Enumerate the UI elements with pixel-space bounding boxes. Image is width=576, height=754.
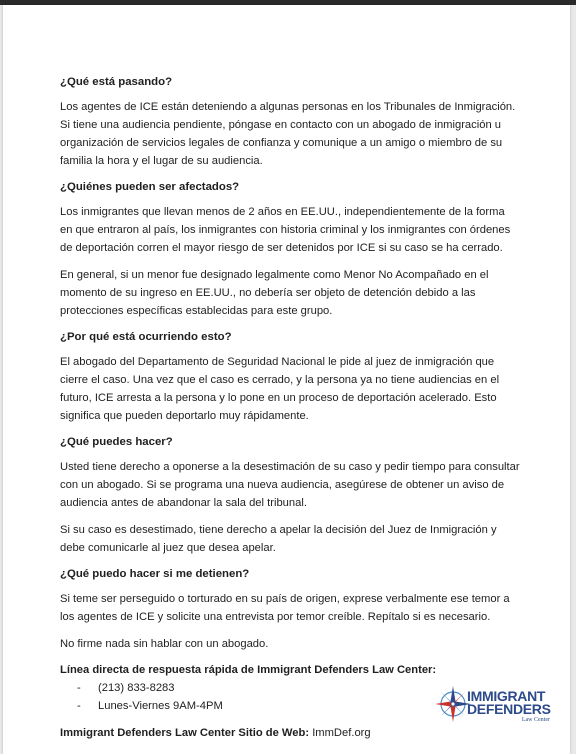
website-label: Immigrant Defenders Law Center Sitio de Web: bbox=[60, 727, 310, 739]
section-por-que-ocurre bbox=[60, 329, 520, 425]
section-paragraph: Si su caso es desestimado, tiene derecho a apelar la decisión del Juez de Inmigración y debe comunicarle al juez que desea apelar. bbox=[60, 524, 497, 554]
website-url: ImmDef.org bbox=[312, 727, 371, 739]
section-paragraph: En general, si un menor fue designado legalmente como Menor No Acompañado en el momento de su ingreso en EE.UU., no debería ser objeto de detención debido a las protecciones específicas establecidas para este grupo. bbox=[60, 269, 489, 317]
hotline-hours: Lunes-Viernes 9AM-4PM bbox=[98, 700, 223, 712]
section-que-puedes-hacer bbox=[60, 434, 520, 557]
section-paragraph: Los agentes de ICE están deteniendo a algunas personas en los Tribunales de Inmigración. Si tiene una audiencia pendiente, póngase en contacto con un abogado de inmigración u organización de servicios legales de confianza y comunique a un amigo o miembro de su familia la hora y el lugar de su audiencia. bbox=[60, 101, 516, 167]
section-paragraph: Si teme ser perseguido o torturado en su país de origen, exprese verbalmente ese temor a los agentes de ICE y solicite una entrevista por temor creíble. Repítalo si es necesario. bbox=[60, 593, 510, 623]
hotline-phone: (213) 833-8283 bbox=[98, 682, 175, 694]
logo-line-3: Law Center bbox=[521, 717, 550, 723]
section-paragraph: Los inmigrantes que llevan menos de 2 años en EE.UU., independientemente de la forma en que entraron al país, los inmigrantes con historia criminal y los inmigrantes con órdenes de deportación corren el mayor riesgo de ser detenidos por ICE si su caso se ha cerrado. bbox=[60, 206, 511, 254]
list-dash: - bbox=[77, 700, 81, 712]
immigrant-defenders-logo bbox=[433, 680, 558, 734]
section-heading: ¿Por qué está ocurriendo esto? bbox=[60, 331, 232, 343]
section-heading: ¿Quiénes pueden ser afectados? bbox=[60, 181, 240, 193]
section-heading: ¿Qué puedes hacer? bbox=[60, 436, 173, 448]
logo-line-1: IMMIGRANT bbox=[467, 688, 546, 704]
hotline-title: Línea directa de respuesta rápida de Immigrant Defenders Law Center: bbox=[60, 664, 437, 676]
section-quienes-afectados bbox=[60, 179, 520, 320]
section-heading: ¿Qué está pasando? bbox=[60, 76, 173, 88]
section-paragraph: El abogado del Departamento de Seguridad Nacional le pide al juez de inmigración que cierre el caso. Una vez que el caso es cerrado, y la persona ya no tiene audiencias en el futuro, ICE arresta a la persona y lo pone en un proceso de deportación acelerado. Esto significa que pueden deportarlo muy rápidamente. bbox=[60, 356, 500, 422]
document-body bbox=[60, 74, 520, 742]
section-paragraph: Usted tiene derecho a oponerse a la desestimación de su caso y pedir tiempo para consultar con un abogado. Si se programa una nueva audiencia, asegúrese de obtener un aviso de audiencia antes de abandonar la sala del tribunal. bbox=[60, 461, 520, 509]
list-dash: - bbox=[77, 682, 81, 694]
section-si-me-detienen bbox=[60, 566, 520, 653]
logo-line-2: DEFENDERS bbox=[467, 701, 551, 717]
section-paragraph: No firme nada sin hablar con un abogado. bbox=[60, 638, 269, 650]
section-heading: ¿Qué puedo hacer si me detienen? bbox=[60, 568, 250, 580]
section-que-esta-pasando bbox=[60, 74, 520, 170]
